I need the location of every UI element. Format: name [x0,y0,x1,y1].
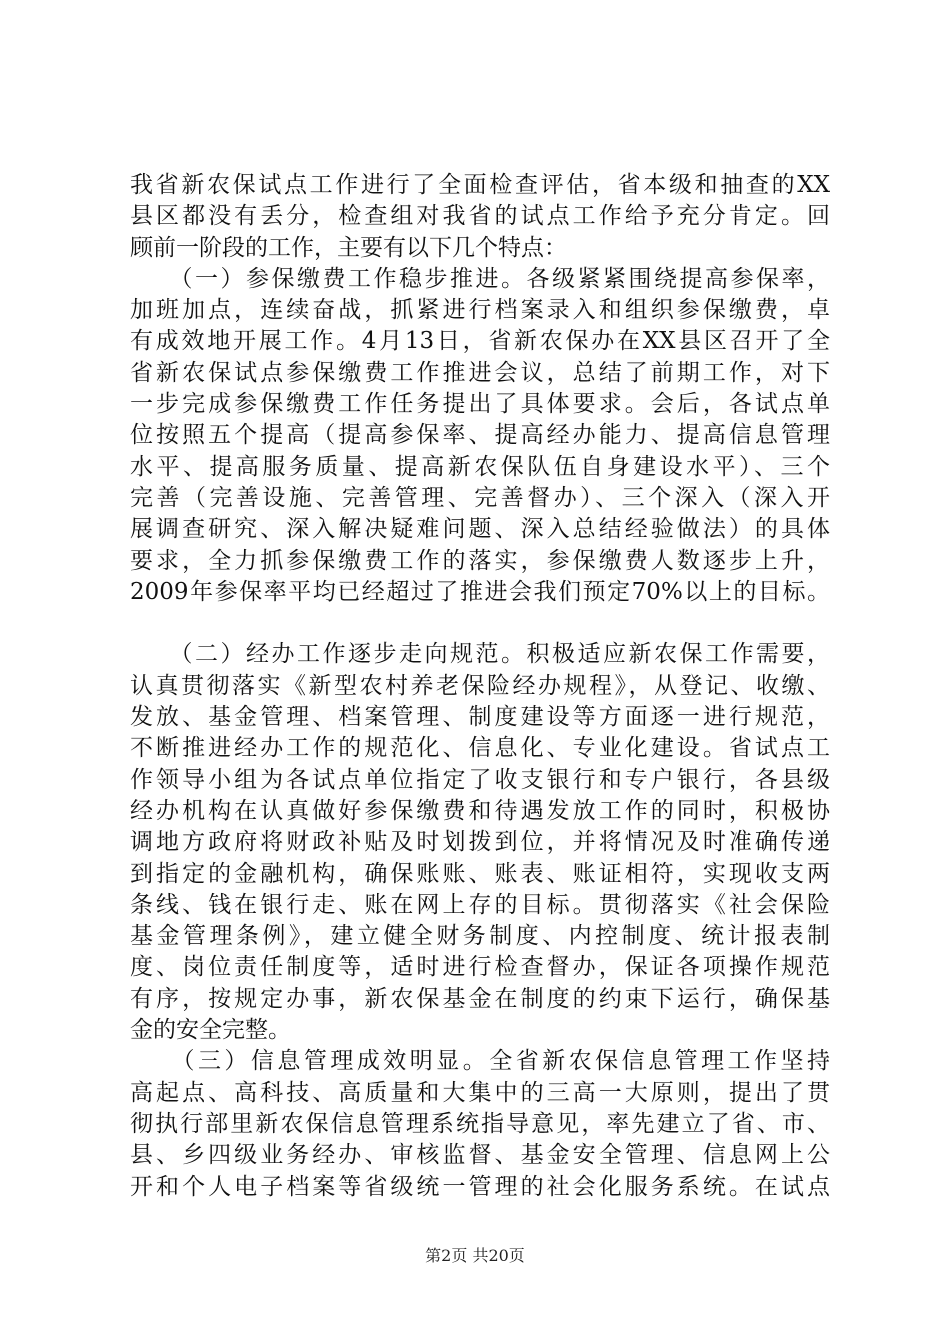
text-line: 展调查研究、深入解决疑难问题、深入总结经验做法）的具体 [130,516,830,543]
text-line: 彻执行部里新农保信息管理系统指导意见，率先建立了省、市、 [130,1110,830,1137]
text-line: 条线、钱在银行走、账在网上存的目标。贯彻落实《社会保险 [130,891,830,918]
text-line: 不断推进经办工作的规范化、信息化、专业化建设。省试点工 [130,735,830,762]
text-line: 一步完成参保缴费工作任务提出了具体要求。会后，各试点单 [130,391,830,418]
text-line: 省新农保试点参保缴费工作推进会议，总结了前期工作，对下 [130,359,830,386]
text-line: 到指定的金融机构，确保账账、账表、账证相符，实现收支两 [130,860,830,887]
text-line: 经办机构在认真做好参保缴费和待遇发放工作的同时，积极协 [130,797,830,824]
text-line: 县、乡四级业务经办、审核监督、基金安全管理、信息网上公 [130,1142,830,1169]
text-line: 我省新农保试点工作进行了全面检查评估，省本级和抽查的XX [130,172,830,198]
text-line: 度、岗位责任制度等，适时进行检查督办，保证各项操作规范 [130,954,830,981]
paragraph-gap [130,608,830,639]
text-line: 要求，全力抓参保缴费工作的落实，参保缴费人数逐步上升， [130,547,830,574]
text-line: 完善（完善设施、完善管理、完善督办）、三个深入（深入开 [130,484,830,511]
text-line: 发放、基金管理、档案管理、制度建设等方面逐一进行规范， [130,704,830,731]
text-line: 顾前一阶段的工作，主要有以下几个特点： [130,234,567,261]
page-number-footer: 第2页 共20页 [425,1246,525,1265]
text-line: 有序，按规定办事，新农保基金在制度的约束下运行，确保基 [130,985,830,1012]
text-line: （三）信息管理成效明显。全省新农保信息管理工作坚持 [130,1048,830,1075]
text-line: 高起点、高科技、高质量和大集中的三高一大原则，提出了贯 [130,1079,830,1106]
text-line: 县区都没有丢分，检查组对我省的试点工作给予充分肯定。回 [130,203,830,230]
text-line: 位按照五个提高（提高参保率、提高经办能力、提高信息管理 [130,422,830,449]
text-line: 金的安全完整。 [130,1017,291,1044]
text-line: 开和个人电子档案等省级统一管理的社会化服务系统。在试点 [130,1173,830,1200]
text-line: 调地方政府将财政补贴及时划拨到位，并将情况及时准确传递 [130,829,830,856]
text-line: 有成效地开展工作。4月13日，省新农保办在XX县区召开了全 [130,328,830,355]
text-line: 加班加点，连续奋战，抓紧进行档案录入和组织参保缴费，卓 [130,297,830,324]
text-line: 2009年参保率平均已经超过了推进会我们预定70%以上的目标。 [130,578,830,605]
text-line: （一）参保缴费工作稳步推进。各级紧紧围绕提高参保率， [130,265,830,292]
document-body [130,170,830,1203]
text-line: 作领导小组为各试点单位指定了收支银行和专户银行，各县级 [130,766,830,793]
text-line: （二）经办工作逐步走向规范。积极适应新农保工作需要， [130,641,830,668]
text-line: 基金管理条例》，建立健全财务制度、内控制度、统计报表制 [130,923,830,950]
text-line: 认真贯彻落实《新型农村养老保险经办规程》，从登记、收缴、 [130,672,830,699]
text-line: 水平、提高服务质量、提高新农保队伍自身建设水平）、三个 [130,453,830,480]
